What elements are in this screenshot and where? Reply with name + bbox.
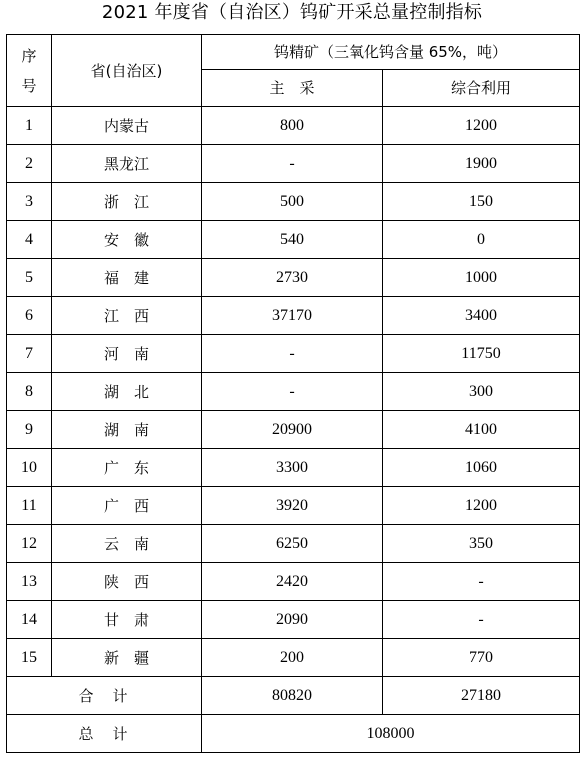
table-row bbox=[7, 449, 580, 487]
document-title: 2021 年度省（自治区）钨矿开采总量控制指标 bbox=[101, 2, 483, 23]
main-mining-cell: - bbox=[202, 335, 383, 373]
seq-cell: 14 bbox=[7, 601, 52, 639]
comprehensive-use-cell: 150 bbox=[383, 183, 580, 221]
main-mining-cell: - bbox=[202, 145, 383, 183]
main-mining-cell: 20900 bbox=[202, 411, 383, 449]
province-cell: 黑龙江 bbox=[52, 145, 202, 183]
table-row bbox=[7, 639, 580, 677]
province-cell: 陕 西 bbox=[52, 563, 202, 601]
seq-cell: 10 bbox=[7, 449, 52, 487]
seq-cell: 3 bbox=[7, 183, 52, 221]
main-mining-cell: 800 bbox=[202, 107, 383, 145]
province-cell: 浙 江 bbox=[52, 183, 202, 221]
table-row bbox=[7, 107, 580, 145]
table-row bbox=[7, 221, 580, 259]
province-cell: 湖 南 bbox=[52, 411, 202, 449]
comprehensive-use-cell: 3400 bbox=[383, 297, 580, 335]
comprehensive-use-cell: - bbox=[383, 601, 580, 639]
main-mining-cell: 540 bbox=[202, 221, 383, 259]
seq-cell: 5 bbox=[7, 259, 52, 297]
table-row bbox=[7, 183, 580, 221]
subtotal-row bbox=[7, 677, 580, 715]
comprehensive-use-cell: 1200 bbox=[383, 487, 580, 525]
main-mining-cell: 2730 bbox=[202, 259, 383, 297]
comprehensive-use-cell: 1000 bbox=[383, 259, 580, 297]
total-value: 108000 bbox=[202, 715, 580, 753]
comprehensive-use-header: 综合利用 bbox=[383, 70, 580, 107]
main-mining-cell: 3300 bbox=[202, 449, 383, 487]
comprehensive-use-cell: 1900 bbox=[383, 145, 580, 183]
tungsten-concentrate-header: 钨精矿（三氧化钨含量 65%，吨） bbox=[202, 35, 580, 70]
main-mining-cell: 6250 bbox=[202, 525, 383, 563]
seq-header-line1: 序 bbox=[21, 46, 37, 65]
province-cell: 广 东 bbox=[52, 449, 202, 487]
seq-header bbox=[7, 35, 52, 107]
subtotal-comprehensive-value: 27180 bbox=[383, 677, 580, 715]
subtotal-label: 合 计 bbox=[7, 677, 202, 715]
table-row bbox=[7, 145, 580, 183]
comprehensive-use-cell: 350 bbox=[383, 525, 580, 563]
comprehensive-use-cell: - bbox=[383, 563, 580, 601]
table-row bbox=[7, 373, 580, 411]
province-cell: 福 建 bbox=[52, 259, 202, 297]
main-mining-cell: 3920 bbox=[202, 487, 383, 525]
main-mining-cell: 37170 bbox=[202, 297, 383, 335]
table-row bbox=[7, 411, 580, 449]
seq-cell: 13 bbox=[7, 563, 52, 601]
total-label: 总 计 bbox=[7, 715, 202, 753]
main-mining-cell: 500 bbox=[202, 183, 383, 221]
comprehensive-use-cell: 1060 bbox=[383, 449, 580, 487]
province-cell: 江 西 bbox=[52, 297, 202, 335]
table-row bbox=[7, 297, 580, 335]
province-cell: 新 疆 bbox=[52, 639, 202, 677]
table-row bbox=[7, 487, 580, 525]
province-cell: 安 徽 bbox=[52, 221, 202, 259]
main-mining-cell: 2420 bbox=[202, 563, 383, 601]
province-cell: 广 西 bbox=[52, 487, 202, 525]
seq-cell: 7 bbox=[7, 335, 52, 373]
table-row bbox=[7, 335, 580, 373]
province-cell: 河 南 bbox=[52, 335, 202, 373]
subtotal-main-value: 80820 bbox=[202, 677, 383, 715]
seq-cell: 11 bbox=[7, 487, 52, 525]
seq-header-line2: 号 bbox=[21, 76, 37, 95]
seq-cell: 8 bbox=[7, 373, 52, 411]
seq-cell: 15 bbox=[7, 639, 52, 677]
total-row bbox=[7, 715, 580, 753]
main-mining-header: 主 采 bbox=[202, 70, 383, 107]
table-row bbox=[7, 601, 580, 639]
header-row-1 bbox=[7, 35, 580, 70]
comprehensive-use-cell: 0 bbox=[383, 221, 580, 259]
comprehensive-use-cell: 11750 bbox=[383, 335, 580, 373]
comprehensive-use-cell: 300 bbox=[383, 373, 580, 411]
comprehensive-use-cell: 4100 bbox=[383, 411, 580, 449]
province-header: 省(自治区) bbox=[52, 35, 202, 107]
seq-cell: 2 bbox=[7, 145, 52, 183]
seq-cell: 12 bbox=[7, 525, 52, 563]
province-cell: 甘 肃 bbox=[52, 601, 202, 639]
table-row bbox=[7, 525, 580, 563]
data-rows bbox=[7, 107, 580, 677]
seq-cell: 9 bbox=[7, 411, 52, 449]
province-cell: 云 南 bbox=[52, 525, 202, 563]
comprehensive-use-cell: 770 bbox=[383, 639, 580, 677]
province-cell: 湖 北 bbox=[52, 373, 202, 411]
main-mining-cell: 2090 bbox=[202, 601, 383, 639]
province-cell: 内蒙古 bbox=[52, 107, 202, 145]
main-mining-cell: - bbox=[202, 373, 383, 411]
quota-table bbox=[6, 34, 580, 753]
seq-cell: 1 bbox=[7, 107, 52, 145]
seq-cell: 4 bbox=[7, 221, 52, 259]
comprehensive-use-cell: 1200 bbox=[383, 107, 580, 145]
table-row bbox=[7, 259, 580, 297]
main-mining-cell: 200 bbox=[202, 639, 383, 677]
seq-cell: 6 bbox=[7, 297, 52, 335]
table-row bbox=[7, 563, 580, 601]
